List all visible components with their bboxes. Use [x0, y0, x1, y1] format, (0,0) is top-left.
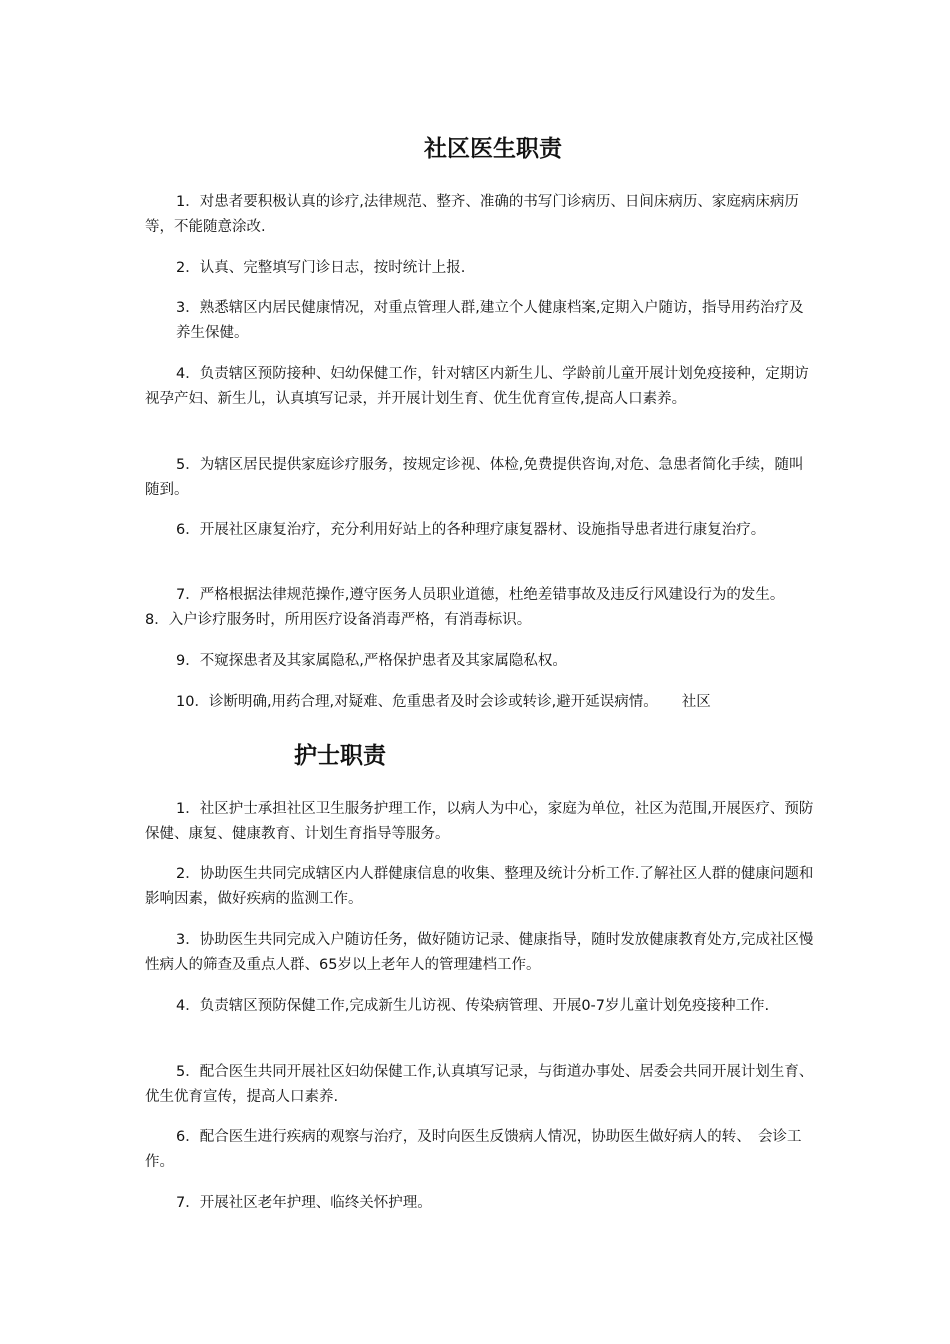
doctor-item-10-line [145, 690, 815, 715]
nurse-item-2: 2．协助医生共同完成辖区内人群健康信息的收集、整理及统计分析工作.了解社区人群的健康问题和影响因素，做好疾病的监测工作。 [145, 866, 814, 907]
doctor-item-9: 9．不窥探患者及其家属隐私,严格保护患者及其家属隐私权。 [176, 653, 567, 669]
doctor-item-5: 5．为辖区居民提供家庭诊疗服务，按规定诊视、体检,免费提供咨询,对危、急患者简化手续，随叫随到。 [145, 457, 804, 498]
doctor-item-1: 1．对患者要积极认真的诊疗,法律规范、整齐、准确的书写门诊病历、日间床病历、家庭病床病历等，不能随意涂改. [145, 194, 799, 235]
doctor-item-7-8 [145, 583, 815, 633]
nurse-item-5: 5．配合医生共同开展社区妇幼保健工作,认真填写记录，与街道办事处、居委会共同开展计划生育、优生优育宣传，提高人口素养. [145, 1064, 814, 1105]
nurse-item-7: 7．开展社区老年护理、临终关怀护理。 [176, 1195, 432, 1211]
nurse-item-6: 6．配合医生进行疾病的观察与治疗，及时向医生反馈病人情况，协助医生做好病人的转、 会诊工作。 [145, 1129, 802, 1170]
nurse-item-4: 4．负责辖区预防保健工作,完成新生儿访视、传染病管理、开展0-7岁儿童计划免疫接种工作. [176, 998, 770, 1014]
doctor-item-8: 8．入户诊疗服务时，所用医疗设备消毒严格，有消毒标识。 [145, 612, 532, 628]
nurse-duties-title: 护士职责 [294, 743, 386, 769]
doctor-item-3: 3．熟悉辖区内居民健康情况，对重点管理人群,建立个人健康档案,定期入户随访，指导用药治疗及养生保健。 [176, 300, 804, 341]
doctor-item-4: 4．负责辖区预防接种、妇幼保健工作，针对辖区内新生儿、学龄前儿童开展计划免疫接种，定期访视孕产妇、新生儿，认真填写记录，并开展计划生育、优生优育宣传,提高人口素养。 [145, 366, 809, 407]
doctor-item-6: 6．开展社区康复治疗，充分利用好站上的各种理疗康复器材、设施指导患者进行康复治疗。 [176, 522, 766, 538]
doctor-item-10: 10．诊断明确,用药合理,对疑难、危重患者及时会诊或转诊,避开延误病情。 [176, 694, 658, 710]
doctor-trailing-text: 社区 [681, 694, 711, 710]
doctor-item-2: 2．认真、完整填写门诊日志，按时统计上报. [176, 260, 466, 276]
doctor-item-7: 7．严格根据法律规范操作,遵守医务人员职业道德，杜绝差错事故及违反行风建设行为的发生。 [176, 587, 785, 603]
nurse-item-1: 1．社区护士承担社区卫生服务护理工作，以病人为中心，家庭为单位，社区为范围,开展医疗、预防保健、康复、健康教育、计划生育指导等服务。 [145, 801, 814, 842]
doctor-duties-title: 社区医生职责 [424, 136, 562, 162]
nurse-item-3: 3．协助医生共同完成入户随访任务，做好随访记录、健康指导，随时发放健康教育处方,完成社区慢性病人的筛查及重点人群、65岁以上老年人的管理建档工作。 [145, 932, 814, 973]
